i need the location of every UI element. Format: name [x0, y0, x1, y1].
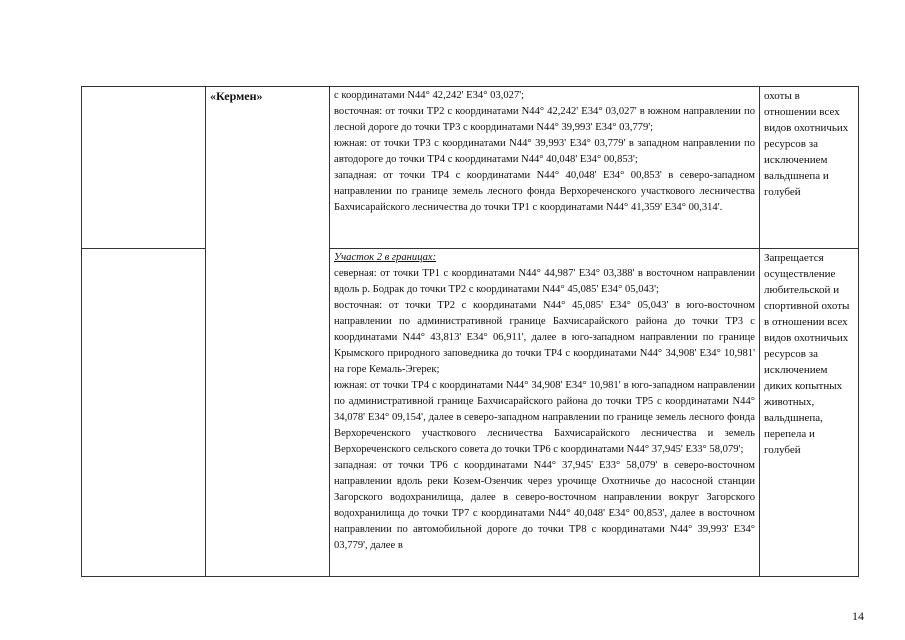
restriction-cell: охоты в отношении всех видов охотничьих ресурсов за исключением вальдшнепа и голубей	[760, 87, 859, 249]
boundary-paragraph: восточная: от точки ТР2 с координатами N44° 42,242' E34° 03,027' в южном направлении по лесной дороге до точки ТР3 с координатами N44° 39,993' E34° 03,779';	[334, 106, 755, 133]
page-number: 14	[852, 609, 864, 623]
section-header: Участок 2 в границах:	[334, 252, 437, 263]
empty-cell	[82, 249, 206, 577]
boundary-description	[330, 87, 760, 249]
boundary-paragraph: западная: от точки ТР6 с координатами N44° 37,945' E33° 58,079' в северо-восточном направлении вдоль реки Козем-Озенчик через урочище Охотничье до насосной станции Загорского водохранилища, далее в северо-восточном направлении вокруг Загорского водохранилища до точки ТР7 с координатами N44° 40,048' E34° 00,853', далее в восточном направлении по автомобильной дороге до точки ТР8 с координатами N44° 39,993' E34° 03,779', далее в	[334, 460, 755, 551]
area-name: «Кермен»	[206, 87, 330, 577]
table-row	[82, 249, 859, 577]
boundary-paragraph: южная: от точки ТР3 с координатами N44° 39,993' E34° 03,779' в западном направлении по автодороге до точки ТР4 с координатами N44° 40,048' E34° 00,853';	[334, 138, 755, 165]
boundary-paragraph: южная: от точки ТР4 с координатами N44° 34,908' E34° 10,981' в юго-западном направлении по административной границе Бахчисарайского района до точки ТР5 с координатами N44° 34,078' E34° 09,154', далее в северо-западном направлении по границе земель лесного фонда Верхореченского участкового лесничества Бахчисарайского лесничества и земель Верхореченского сельского совета до точки ТР6 с координатами N44° 37,945' E33° 58,079';	[334, 380, 755, 455]
boundary-paragraph: западная: от точки ТР4 с координатами N44° 40,048' E34° 00,853' в северо-западном направлении по границе земель лесного фонда Верхореченского участкового лесничества Бахчисарайского лесничества до точки ТР1 с координатами N44° 41,359' E34° 00,314'.	[334, 170, 755, 213]
boundary-paragraph: восточная: от точки ТР2 с координатами N44° 45,085' E34° 05,043' в юго-восточном направлении по административной границе Бахчисарайского района до точки ТР3 с координатами N44° 43,813' E34° 06,911', далее в юго-западном направлении по границе Крымского природного заповедника до точки ТР4 с координатами N44° 34,908' E34° 10,981' на горе Кемаль-Эгерек;	[334, 300, 755, 375]
hunting-areas-table	[81, 86, 859, 577]
table-row	[82, 87, 859, 249]
boundary-paragraph: северная: от точки ТР1 с координатами N44° 44,987' E34° 03,388' в восточном направлении вдоль р. Бодрак до точки ТР2 с координатами N44° 45,085' E34° 05,043';	[334, 268, 755, 295]
boundary-paragraph: с координатами N44° 42,242' E34° 03,027';	[334, 90, 525, 101]
restriction-cell: Запрещается осуществление любительской и спортивной охоты в отношении всех видов охотничьих ресурсов за исключением диких копытных животных, вальдшнепа, перепела и голубей	[760, 249, 859, 577]
empty-cell	[82, 87, 206, 249]
boundary-description	[330, 249, 760, 577]
